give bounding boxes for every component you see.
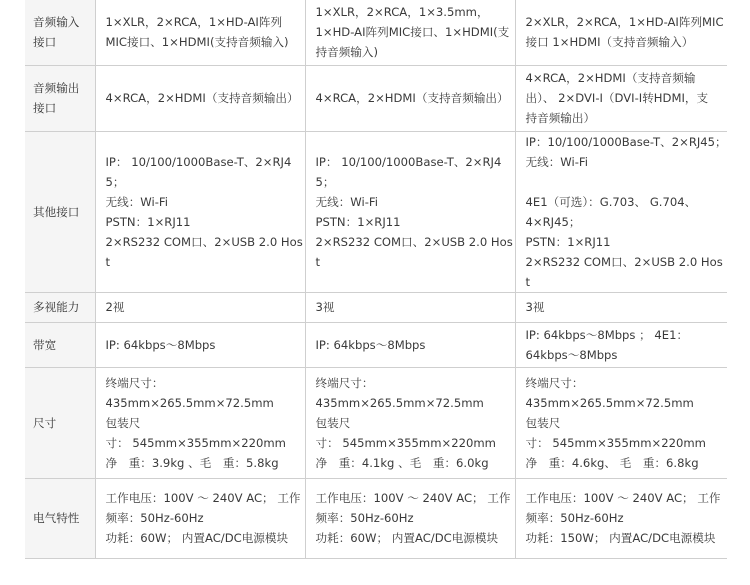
cell-model-c: IP：10/100/1000Base-T、2×RJ45； 无线：Wi-Fi 4E1（可选）：G.703、 G.704、 4×RJ45； PSTN：1×RJ11 2×RS232 COM口、2×USB 2.0 Host — [515, 131, 727, 292]
row-label: 带宽 — [25, 322, 95, 367]
cell-model-c: IP: 64kbps～8Mbps ； 4E1： 64kbps～8Mbps — [515, 322, 727, 367]
row-label: 多视能力 — [25, 292, 95, 322]
cell-model-a: IP： 10/100/1000Base-T、2×RJ45； 无线：Wi-Fi PSTN：1×RJ11 2×RS232 COM口、2×USB 2.0 Host — [95, 131, 305, 292]
row-multiview — [25, 292, 727, 322]
cell-model-b: 4×RCA，2×HDMI（支持音频输出） — [305, 65, 515, 131]
cell-model-c: 工作电压：100V ～ 240V AC； 工作 频率：50Hz-60Hz 功耗：150W； 内置AC/DC电源模块 — [515, 478, 727, 558]
row-label: 音频输出 接口 — [25, 65, 95, 131]
cell-model-c: 3视 — [515, 292, 727, 322]
spec-table — [25, 0, 727, 559]
cell-model-a: IP: 64kbps～8Mbps — [95, 322, 305, 367]
cell-model-a: 4×RCA，2×HDMI（支持音频输出） — [95, 65, 305, 131]
cell-model-a: 1×XLR，2×RCA，1×HD-AI阵列 MIC接口、1×HDMI(支持音频输入) — [95, 0, 305, 65]
row-other-interfaces — [25, 131, 727, 292]
row-audio-input — [25, 0, 727, 65]
cell-model-b: IP: 64kbps～8Mbps — [305, 322, 515, 367]
row-label: 电气特性 — [25, 478, 95, 558]
row-label: 其他接口 — [25, 131, 95, 292]
row-electrical — [25, 478, 727, 558]
row-audio-output — [25, 65, 727, 131]
cell-model-c: 终端尺寸： 435mm×265.5mm×72.5mm 包装尺 寸： 545mm×355mm×220mm 净 重：4.6kg、 毛 重：6.8kg — [515, 367, 727, 478]
cell-model-b: 3视 — [305, 292, 515, 322]
cell-model-b: IP： 10/100/1000Base-T、2×RJ45； 无线：Wi-Fi PSTN：1×RJ11 2×RS232 COM口、2×USB 2.0 Host — [305, 131, 515, 292]
cell-model-a: 终端尺寸： 435mm×265.5mm×72.5mm 包装尺 寸： 545mm×355mm×220mm 净 重：3.9kg 、毛 重：5.8kg — [95, 367, 305, 478]
cell-model-b: 工作电压：100V ～ 240V AC； 工作 频率：50Hz-60Hz 功耗：60W； 内置AC/DC电源模块 — [305, 478, 515, 558]
cell-model-c: 4×RCA，2×HDMI（支持音频输 出）、 2×DVI-I（DVI-I转HDMI，支 持音频输出） — [515, 65, 727, 131]
row-bandwidth — [25, 322, 727, 367]
cell-model-b: 终端尺寸： 435mm×265.5mm×72.5mm 包装尺 寸： 545mm×355mm×220mm 净 重：4.1kg 、毛 重：6.0kg — [305, 367, 515, 478]
cell-model-c: 2×XLR，2×RCA，1×HD-AI阵列MIC 接口 1×HDMI（支持音频输入） — [515, 0, 727, 65]
row-label: 尺寸 — [25, 367, 95, 478]
row-label: 音频输入 接口 — [25, 0, 95, 65]
row-dimensions — [25, 367, 727, 478]
cell-model-b: 1×XLR，2×RCA，1×3.5mm， 1×HD-AI阵列MIC接口、1×HDMI(支 持音频输入) — [305, 0, 515, 65]
cell-model-a: 工作电压：100V ～ 240V AC； 工作 频率：50Hz-60Hz 功耗：60W； 内置AC/DC电源模块 — [95, 478, 305, 558]
cell-model-a: 2视 — [95, 292, 305, 322]
